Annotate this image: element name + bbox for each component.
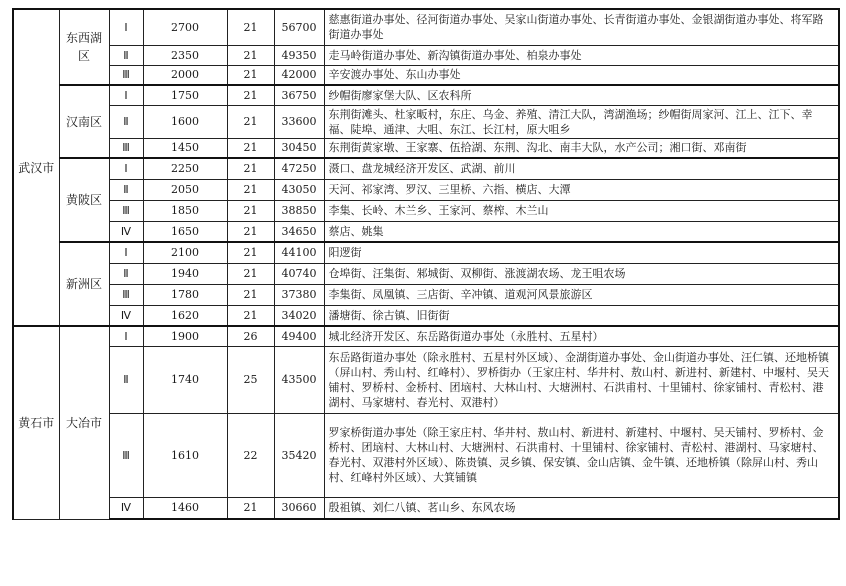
table-row	[13, 305, 839, 326]
table-row	[13, 138, 839, 158]
total-price-cell: 33600	[274, 105, 324, 138]
table-row	[13, 179, 839, 200]
area-cell: 东荆街滩头、杜家畈村，东庄、乌金、养殖、清江大队，湾湖渔场；纱帽街周家河、江上、江下、幸福、陡埠、通津、大咀、东江、长江村，原大咀乡	[324, 105, 839, 138]
factor-cell: 21	[227, 85, 274, 105]
district-cell: 东西湖区	[59, 9, 109, 85]
table-body	[13, 9, 839, 519]
city-cell: 黄石市	[13, 326, 59, 519]
total-price-cell: 49400	[274, 326, 324, 346]
district-cell: 大冶市	[59, 326, 109, 519]
grade-cell: Ⅲ	[109, 200, 143, 221]
area-cell: 慈惠街道办事处、径河街道办事处、吴家山街道办事处、长青街道办事处、金银湖街道办事处、将军路街道办事处	[324, 9, 839, 45]
total-price-cell: 30450	[274, 138, 324, 158]
base-price-cell: 1780	[143, 284, 227, 305]
total-price-cell: 34650	[274, 221, 324, 242]
factor-cell: 21	[227, 138, 274, 158]
total-price-cell: 38850	[274, 200, 324, 221]
grade-cell: Ⅱ	[109, 105, 143, 138]
factor-cell: 21	[227, 105, 274, 138]
factor-cell: 25	[227, 346, 274, 413]
base-price-cell: 1620	[143, 305, 227, 326]
factor-cell: 22	[227, 413, 274, 497]
table-row	[13, 85, 839, 105]
grade-cell: Ⅰ	[109, 242, 143, 263]
factor-cell: 21	[227, 9, 274, 45]
factor-cell: 21	[227, 263, 274, 284]
table-row	[13, 45, 839, 65]
base-price-cell: 2350	[143, 45, 227, 65]
table-row	[13, 497, 839, 519]
table-row	[13, 105, 839, 138]
grade-cell: Ⅲ	[109, 413, 143, 497]
district-cell: 汉南区	[59, 85, 109, 158]
grade-cell: Ⅲ	[109, 65, 143, 85]
area-cell: 罗家桥街道办事处（除王家庄村、华井村、敖山村、新进村、新建村、中堰村、吴天铺村、罗桥村、金桥村、团垴村、大林山村、大塘洲村、石洪甫村、十里铺村、徐家铺村、青松村、港湖村、马家塘村、春光村、双港村外区域）、陈贵镇、灵乡镇、保安镇、金山店镇、金牛镇、还地桥镇（除屏山村、秀山村、红峰村外区域）、大箕铺镇	[324, 413, 839, 497]
area-cell: 仓埠街、汪集街、邾城街、双柳街、涨渡湖农场、龙王咀农场	[324, 263, 839, 284]
area-cell: 城北经济开发区、东岳路街道办事处（永胜村、五星村）	[324, 326, 839, 346]
area-cell: 潘塘街、徐古镇、旧街街	[324, 305, 839, 326]
base-price-cell: 2250	[143, 158, 227, 179]
total-price-cell: 40740	[274, 263, 324, 284]
base-price-cell: 1650	[143, 221, 227, 242]
factor-cell: 26	[227, 326, 274, 346]
total-price-cell: 30660	[274, 497, 324, 519]
base-price-cell: 2050	[143, 179, 227, 200]
factor-cell: 21	[227, 200, 274, 221]
grade-cell: Ⅱ	[109, 263, 143, 284]
base-price-cell: 1740	[143, 346, 227, 413]
table-row	[13, 263, 839, 284]
area-cell: 李集街、凤凰镇、三店街、辛冲镇、道观河风景旅游区	[324, 284, 839, 305]
total-price-cell: 49350	[274, 45, 324, 65]
grade-cell: Ⅱ	[109, 346, 143, 413]
base-price-cell: 1900	[143, 326, 227, 346]
table-row	[13, 9, 839, 45]
total-price-cell: 47250	[274, 158, 324, 179]
area-cell: 天河、祁家湾、罗汉、三里桥、六指、横店、大潭	[324, 179, 839, 200]
grade-cell: Ⅳ	[109, 497, 143, 519]
base-price-cell: 1750	[143, 85, 227, 105]
area-cell: 殷祖镇、刘仁八镇、茗山乡、东风农场	[324, 497, 839, 519]
base-price-cell: 1850	[143, 200, 227, 221]
base-price-cell: 2700	[143, 9, 227, 45]
factor-cell: 21	[227, 45, 274, 65]
base-price-cell: 1610	[143, 413, 227, 497]
factor-cell: 21	[227, 65, 274, 85]
table-row	[13, 346, 839, 413]
total-price-cell: 36750	[274, 85, 324, 105]
area-cell: 东岳路街道办事处（除永胜村、五星村外区域）、金湖街道办事处、金山街道办事处、汪仁镇、还地桥镇（屏山村、秀山村、红峰村）、罗桥街办（王家庄村、华井村、敖山村、新进村、新建村、中堰村、吴天铺村、罗桥村、金桥村、团垴村、大林山村、大塘洲村、石洪甫村、十里铺村、徐家铺村、青松村、港湖村、马家塘村、春光村、双港村）	[324, 346, 839, 413]
area-cell: 辛安渡办事处、东山办事处	[324, 65, 839, 85]
table-row	[13, 413, 839, 497]
base-price-cell: 1460	[143, 497, 227, 519]
factor-cell: 21	[227, 158, 274, 179]
area-cell: 东荆街黄家墩、王家寨、伍拾湖、东荆、沟北、南丰大队，水产公司；湘口街、邓南街	[324, 138, 839, 158]
total-price-cell: 44100	[274, 242, 324, 263]
grade-cell: Ⅱ	[109, 45, 143, 65]
factor-cell: 21	[227, 305, 274, 326]
grade-cell: Ⅱ	[109, 179, 143, 200]
base-price-cell: 2100	[143, 242, 227, 263]
table-row	[13, 158, 839, 179]
table-row	[13, 221, 839, 242]
table-row	[13, 242, 839, 263]
grade-cell: Ⅳ	[109, 221, 143, 242]
grade-cell: Ⅰ	[109, 9, 143, 45]
grade-cell: Ⅰ	[109, 158, 143, 179]
factor-cell: 21	[227, 284, 274, 305]
grade-cell: Ⅰ	[109, 85, 143, 105]
grade-cell: Ⅲ	[109, 138, 143, 158]
grade-cell: Ⅰ	[109, 326, 143, 346]
area-cell: 走马岭街道办事处、新沟镇街道办事处、柏泉办事处	[324, 45, 839, 65]
total-price-cell: 43050	[274, 179, 324, 200]
district-cell: 黄陂区	[59, 158, 109, 242]
district-cell: 新洲区	[59, 242, 109, 326]
factor-cell: 21	[227, 221, 274, 242]
grade-cell: Ⅲ	[109, 284, 143, 305]
land-price-table	[12, 8, 840, 520]
table-row	[13, 326, 839, 346]
factor-cell: 21	[227, 497, 274, 519]
area-cell: 李集、长岭、木兰乡、王家河、蔡榨、木兰山	[324, 200, 839, 221]
city-cell: 武汉市	[13, 9, 59, 326]
base-price-cell: 2000	[143, 65, 227, 85]
area-cell: 阳逻街	[324, 242, 839, 263]
table-row	[13, 284, 839, 305]
total-price-cell: 35420	[274, 413, 324, 497]
base-price-cell: 1600	[143, 105, 227, 138]
base-price-cell: 1940	[143, 263, 227, 284]
area-cell: 蔡店、姚集	[324, 221, 839, 242]
factor-cell: 21	[227, 242, 274, 263]
total-price-cell: 43500	[274, 346, 324, 413]
total-price-cell: 42000	[274, 65, 324, 85]
total-price-cell: 34020	[274, 305, 324, 326]
total-price-cell: 37380	[274, 284, 324, 305]
base-price-cell: 1450	[143, 138, 227, 158]
factor-cell: 21	[227, 179, 274, 200]
table-row	[13, 200, 839, 221]
table-row	[13, 65, 839, 85]
area-cell: 滠口、盘龙城经济开发区、武湖、前川	[324, 158, 839, 179]
area-cell: 纱帽街廖家堡大队、区农科所	[324, 85, 839, 105]
total-price-cell: 56700	[274, 9, 324, 45]
grade-cell: Ⅳ	[109, 305, 143, 326]
